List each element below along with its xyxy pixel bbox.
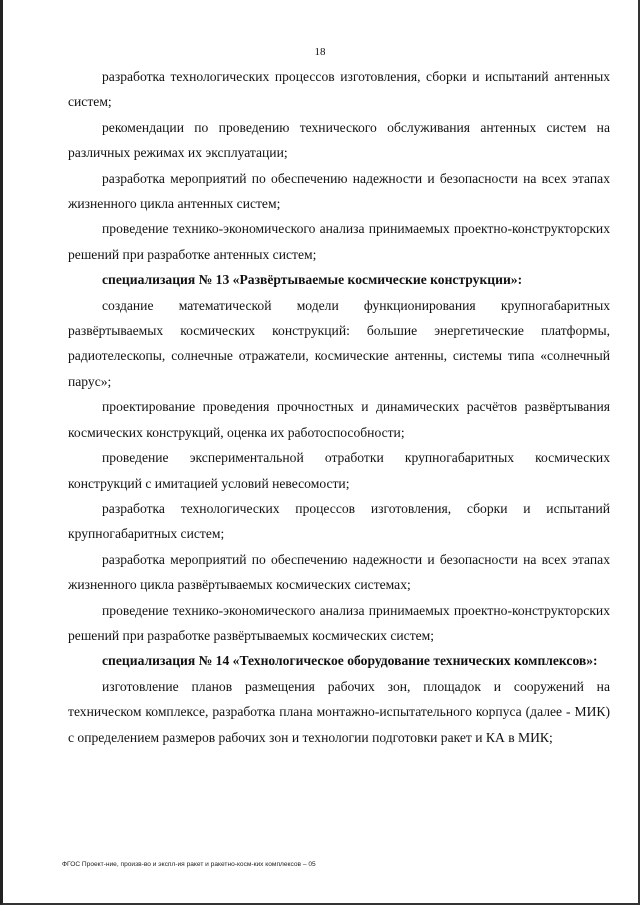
paragraph: изготовление планов размещения рабочих зон, площадок и сооружений на техническом комплексе, разработка плана монтажно-испытательного корпуса (далее - МИК) с определением размеров рабочих зон и технологии подготовки ракет и КА в МИК;	[68, 678, 610, 745]
body-text	[68, 64, 610, 750]
section-heading: специализация № 14 «Технологическое оборудование технических комплексов»:	[102, 653, 598, 669]
paragraph: разработка мероприятий по обеспечению надежности и безопасности на всех этапах жизненного цикла антенных систем;	[68, 170, 610, 212]
paragraph: разработка мероприятий по обеспечению надежности и безопасности на всех этапах жизненного цикла развёртываемых космических системах;	[68, 551, 610, 593]
paragraph: создание математической модели функционирования крупногабаритных развёртываемых космических конструкций: большие энергетические платформы, радиотелескопы, солнечные отражатели, космические антенны, системы типа «солнечный парус»;	[68, 297, 610, 389]
paragraph: проектирование проведения прочностных и динамических расчётов развёртывания космических конструкций, оценка их работоспособности;	[68, 399, 610, 440]
section-heading: специализация № 13 «Развёртываемые космические конструкции»:	[102, 272, 523, 288]
paragraph: проведение экспериментальной отработки крупногабаритных космических конструкций с имитацией условий невесомости;	[68, 450, 610, 491]
paragraph: разработка технологических процессов изготовления, сборки и испытаний крупногабаритных систем;	[68, 500, 610, 542]
paragraph: разработка технологических процессов изготовления, сборки и испытаний антенных систем;	[68, 69, 610, 110]
paragraph: проведение технико-экономического анализа принимаемых проектно-конструкторских решений при разработке развёртываемых космических систем;	[68, 602, 610, 643]
page-number: 18	[314, 46, 326, 58]
paragraph: рекомендации по проведению технического обслуживания антенных систем на различных режимах их эксплуатации;	[68, 119, 610, 161]
page-footer: ФГОС Проект-ние, произв-во и экспл-ия ракет и ракетно-косм-ких комплексов – 05	[62, 861, 316, 868]
paragraph: проведение технико-экономического анализа принимаемых проектно-конструкторских решений при разработке антенных систем;	[68, 221, 610, 262]
